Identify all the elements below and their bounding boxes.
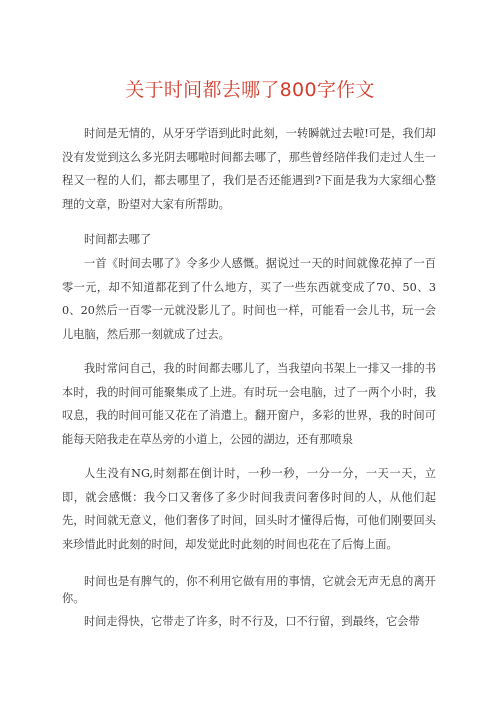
- paragraph-ng: 人生没有NG,时刻都在倒计时，一秒一秒，一分一分，一天一天，立即，就会感慨：我今口又奢侈了多少时间我责问奢侈时间的人，从他们起先，时间就无意义，他们奢侈了时间，回头时才懂得后悔，可他们刚要回头来珍惜此时此刻的时间，却发觉此时此刻的时间也花在了后悔上面。: [62, 467, 436, 551]
- paragraph-question: 我时常问自己，我的时间都去哪儿了，当我望向书架上一排又一排的书本时，我的时间可能聚集成了上进。有时玩一会电脑，过了一两个小时，我叹息，我的时间可能又花在了消遣上。翻开窗户，多彩的世界，我的时间可能每天陪我走在草丛旁的小道上，公园的湖边，还有那喷泉: [62, 362, 436, 446]
- paragraph-subheading: 时间都去哪了: [84, 233, 152, 246]
- paragraph-temper: 时间也是有脾气的，你不利用它做有用的事情，它就会无声无息的离开你。: [62, 575, 436, 605]
- page-title: 关于时间都去哪了800字作文: [125, 79, 375, 101]
- paragraph-song: 一首《时间去哪了》令多少人感慨。据说过一天的时间就像花掉了一百零一元，却不知道都花到了什么地方，买了一些东西就变成了70、50、30、20然后一百零一元就没影儿了。时间也一样，可能看一会儿书，玩一会儿电脑，然后那一刻就成了过去。: [62, 257, 436, 341]
- paragraph-fast: 时间走得快，它带走了许多，时不行及，口不行留，到最终，它会带: [84, 615, 420, 628]
- paragraph-intro: 时间是无情的，从牙牙学语到此时此刻，一转瞬就过去啦!可是，我们却没有发觉到这么多光阴去哪啦时间都去哪了，那些曾经陪伴我们走过人生一程又一程的人们，都去哪里了，我们是否还能遇到?下面是我为大家细心整理的文章，盼望对大家有所帮助。: [62, 127, 436, 211]
